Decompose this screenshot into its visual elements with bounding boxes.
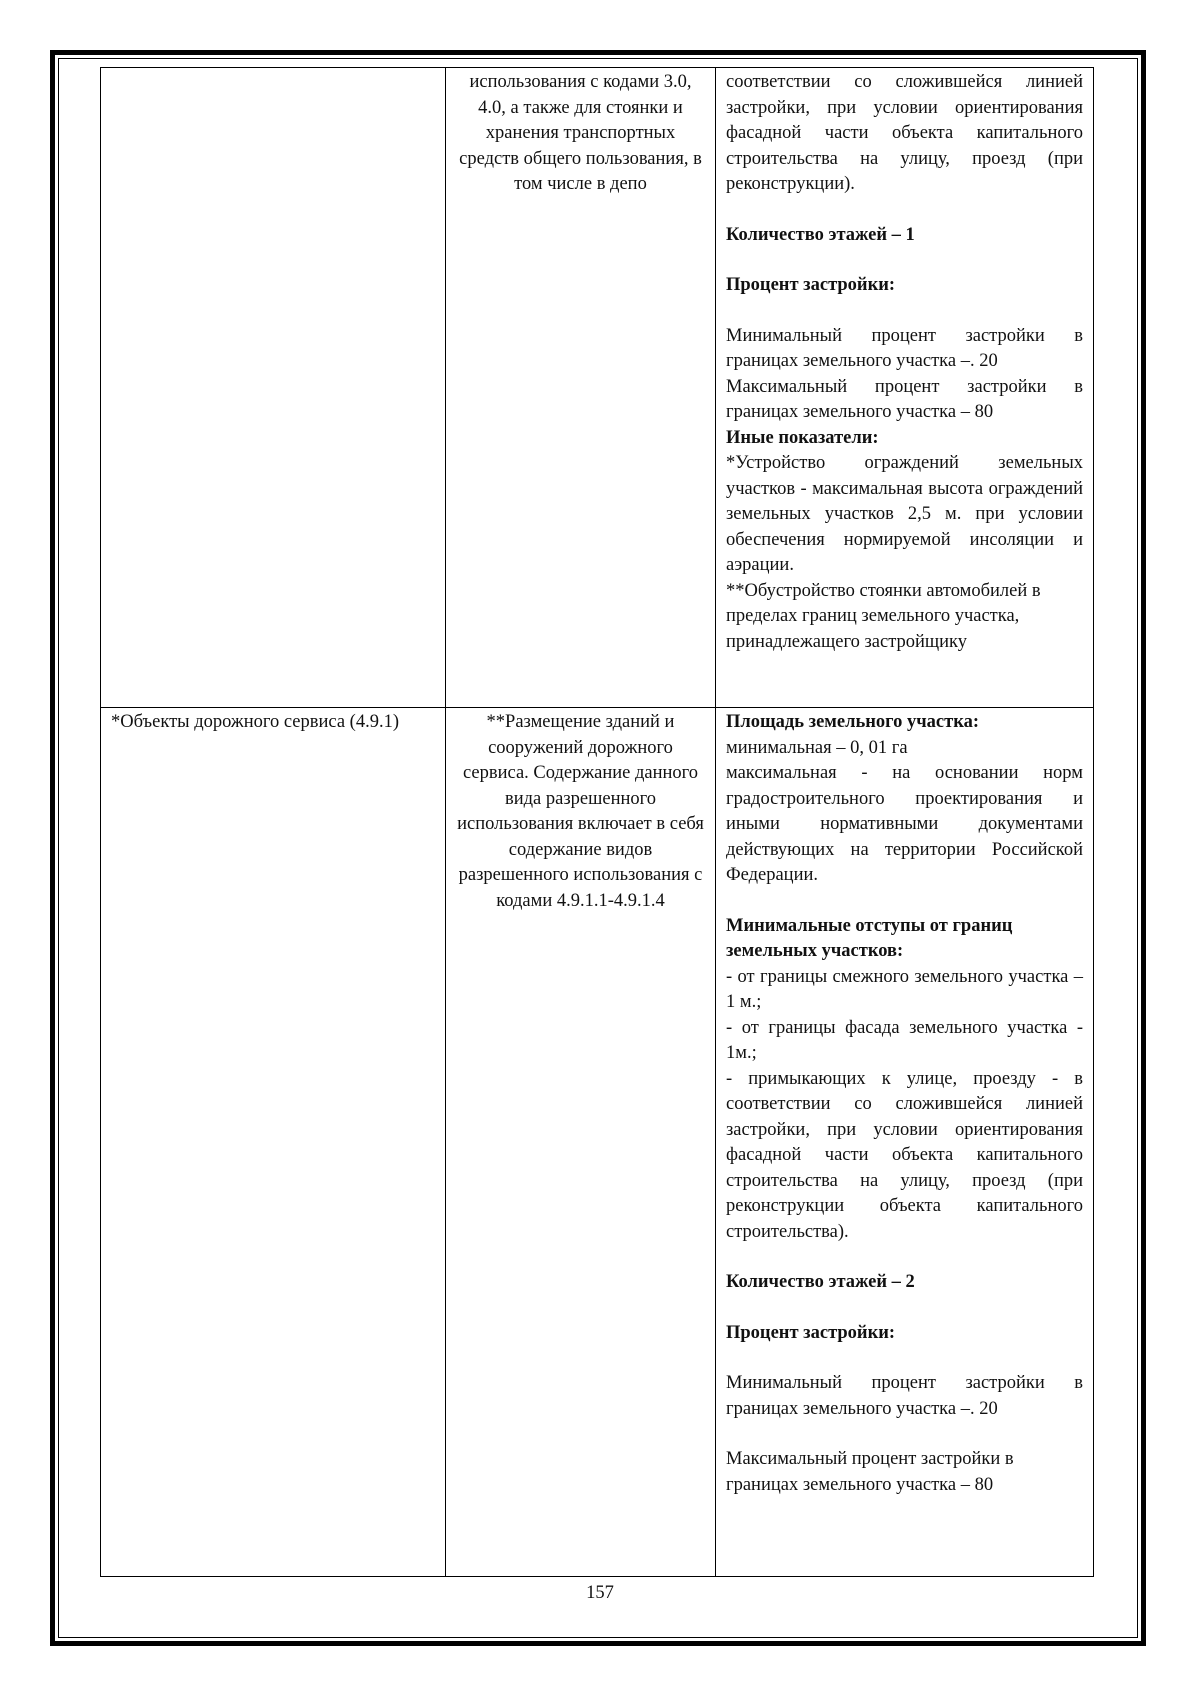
area-heading: Площадь земельного участка:	[726, 712, 980, 732]
area-min-text: минимальная – 0, 01 га	[726, 737, 908, 758]
use-description-text: использования с кодами 3.0, 4.0, а также для стоянки и хранения транспортных средств общего пользования, в том числе в депо	[459, 72, 702, 194]
setback-street-text: - примыкающих к улице, проезду - в соответствии со сложившейся линией застройки, при условии ориентирования фасадной части объекта капитального строительства на улицу, проезд (при реконструкции объекта капитального строительства).	[726, 1068, 1083, 1242]
max-percent-text: Максимальный процент застройки в границах земельного участка – 80	[726, 376, 1083, 422]
setback-heading: Минимальные отступы от границ земельных участков:	[726, 915, 1013, 961]
regulations-table	[100, 67, 1094, 1577]
other-indicators-heading: Иные показатели:	[726, 427, 879, 448]
table-row	[101, 68, 1094, 708]
parking-text: **Обустройство стоянки автомобилей в пределах границ земельного участка, принадлежащего застройщику	[726, 580, 1041, 652]
percent-heading: Процент застройки:	[726, 1322, 896, 1343]
use-type-cell	[101, 68, 446, 708]
floors-count: Количество этажей – 1	[726, 224, 915, 245]
setback-adjacent-text: - от границы смежного земельного участка – 1 м.;	[726, 966, 1083, 1012]
fence-text: *Устройство ограждений земельных участков - максимальная высота ограждений земельных участков 2,5 м. при условии обеспечения нормируемой инсоляции и аэрации.	[726, 453, 1083, 575]
setback-facade-text: - от границы фасада земельного участка - 1м.;	[726, 1017, 1083, 1063]
area-max-text: максимальная - на основании норм градостроительного проектирования и иными нормативными документами действующих на территории Российской Федерации.	[726, 763, 1083, 885]
use-description-cell	[446, 708, 716, 1577]
percent-heading: Процент застройки:	[726, 275, 896, 295]
floors-count: Количество этажей – 2	[726, 1272, 915, 1292]
setback-text: соответствии со сложившейся линией застройки, при условии ориентирования фасадной части объекта капитального строительства на улицу, проезд (при реконструкции).	[726, 72, 1083, 194]
min-percent-text: Минимальный процент застройки в границах земельного участка –. 20	[726, 1373, 1083, 1419]
min-percent-text: Минимальный процент застройки в границах земельного участка –. 20	[726, 325, 1083, 371]
use-type-cell: *Объекты дорожного сервиса (4.9.1)	[101, 708, 446, 1577]
parameters-cell	[716, 68, 1094, 708]
parameters-cell	[716, 708, 1094, 1577]
max-percent-text: Максимальный процент застройки в границах земельного участка – 80	[726, 1449, 1014, 1495]
table-row	[101, 708, 1094, 1577]
use-description-text: **Размещение зданий и сооружений дорожного сервиса. Содержание данного вида разрешенного использования включает в себя содержание видов разрешенного использования с кодами 4.9.1.1-4.9.1.4	[457, 712, 704, 911]
use-description-cell	[446, 68, 716, 708]
page-number: 157	[586, 1583, 614, 1603]
